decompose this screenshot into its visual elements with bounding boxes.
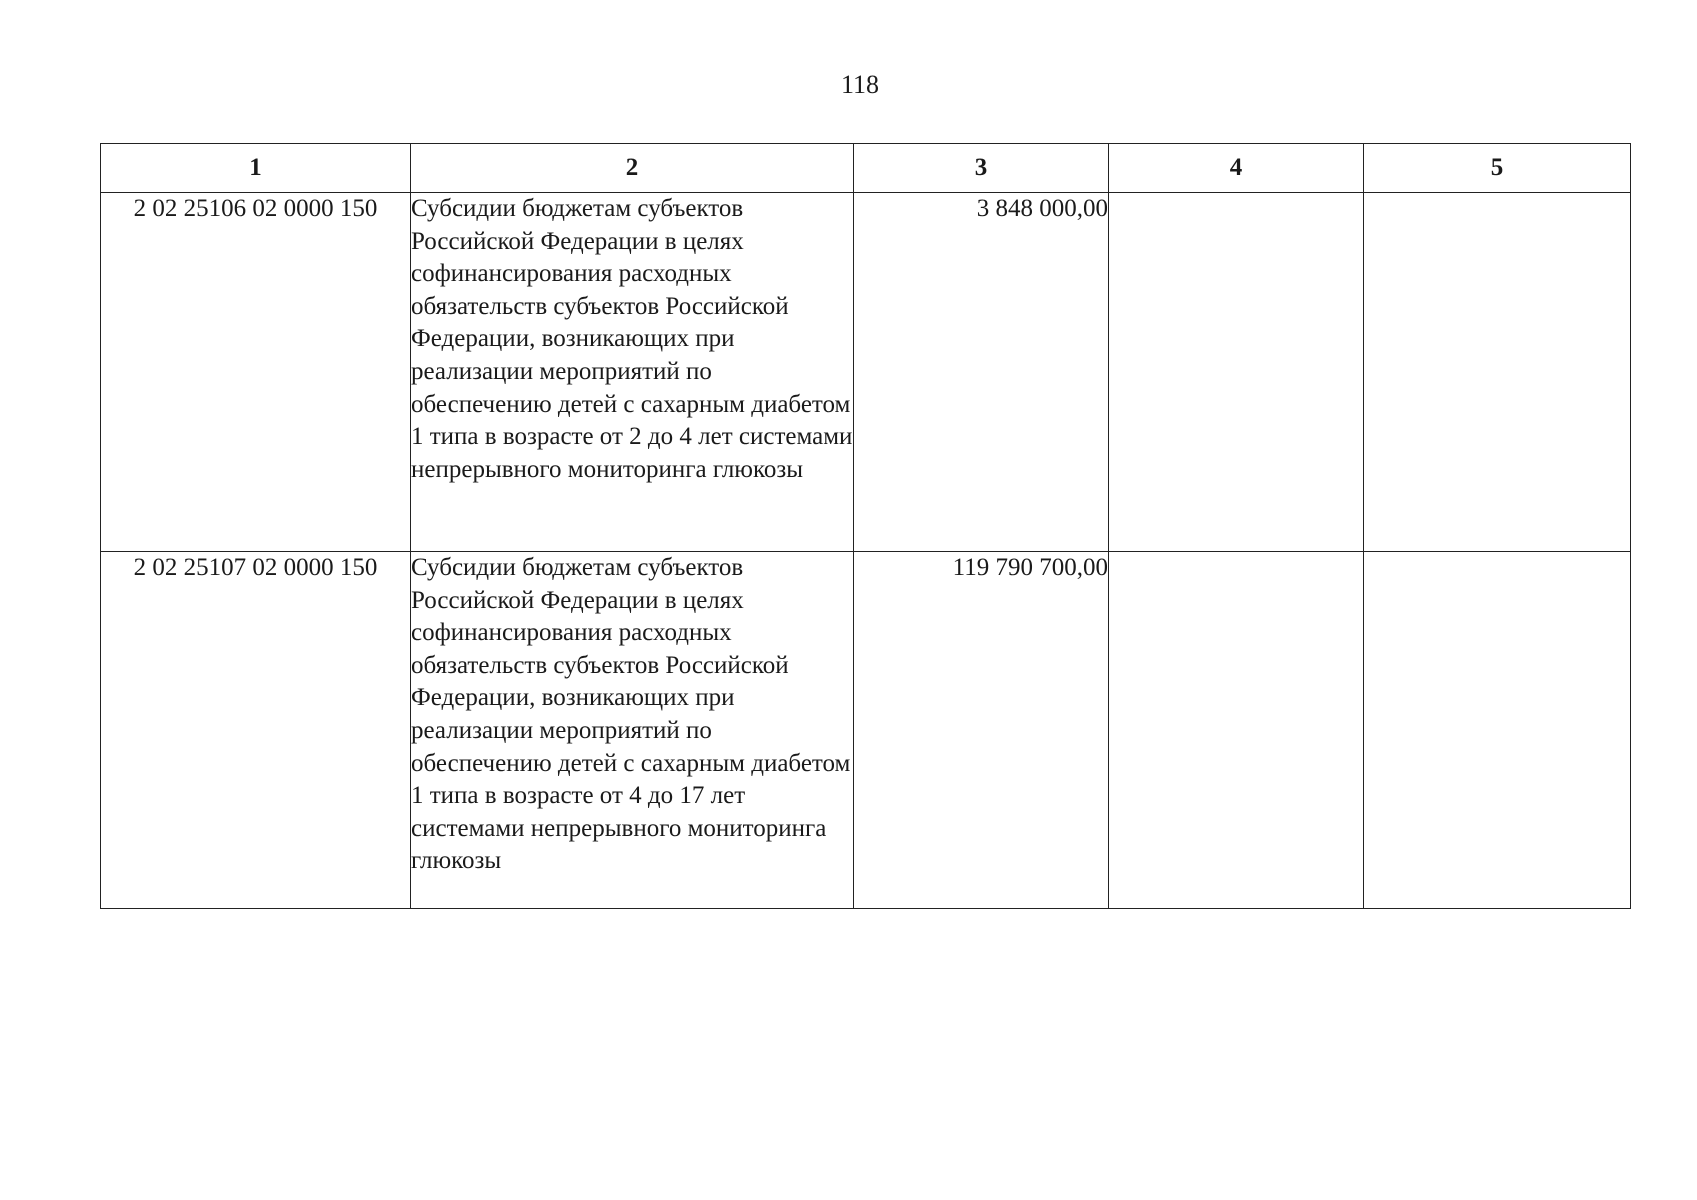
description-cell: Субсидии бюджетам субъектов Российской Федерации в целях софинансирования расходных обязательств субъектов Российской Федерации, возникающих при реализации мероприятий по обеспечению детей с сахарным диабетом 1 типа в возрасте от 2 до 4 лет системами непрерывного мониторинга глюкозы — [411, 193, 854, 552]
header-col-4: 4 — [1109, 144, 1364, 193]
amount-cell: 3 848 000,00 — [854, 193, 1109, 552]
col5-cell — [1364, 193, 1631, 552]
amount-cell: 119 790 700,00 — [854, 552, 1109, 909]
budget-code-cell: 2 02 25106 02 0000 150 — [101, 193, 411, 552]
col5-cell — [1364, 552, 1631, 909]
budget-code-cell: 2 02 25107 02 0000 150 — [101, 552, 411, 909]
header-col-5: 5 — [1364, 144, 1631, 193]
table-row — [101, 552, 1631, 909]
table-row — [101, 193, 1631, 552]
col4-cell — [1109, 552, 1364, 909]
budget-table — [100, 143, 1631, 909]
header-col-2: 2 — [411, 144, 854, 193]
table-header-row — [101, 144, 1631, 193]
col4-cell — [1109, 193, 1364, 552]
header-col-1: 1 — [101, 144, 411, 193]
description-cell: Субсидии бюджетам субъектов Российской Федерации в целях софинансирования расходных обязательств субъектов Российской Федерации, возникающих при реализации мероприятий по обеспечению детей с сахарным диабетом 1 типа в возрасте от 4 до 17 лет системами непрерывного мониторинга глюкозы — [411, 552, 854, 909]
header-col-3: 3 — [854, 144, 1109, 193]
page-number: 118 — [840, 70, 880, 99]
